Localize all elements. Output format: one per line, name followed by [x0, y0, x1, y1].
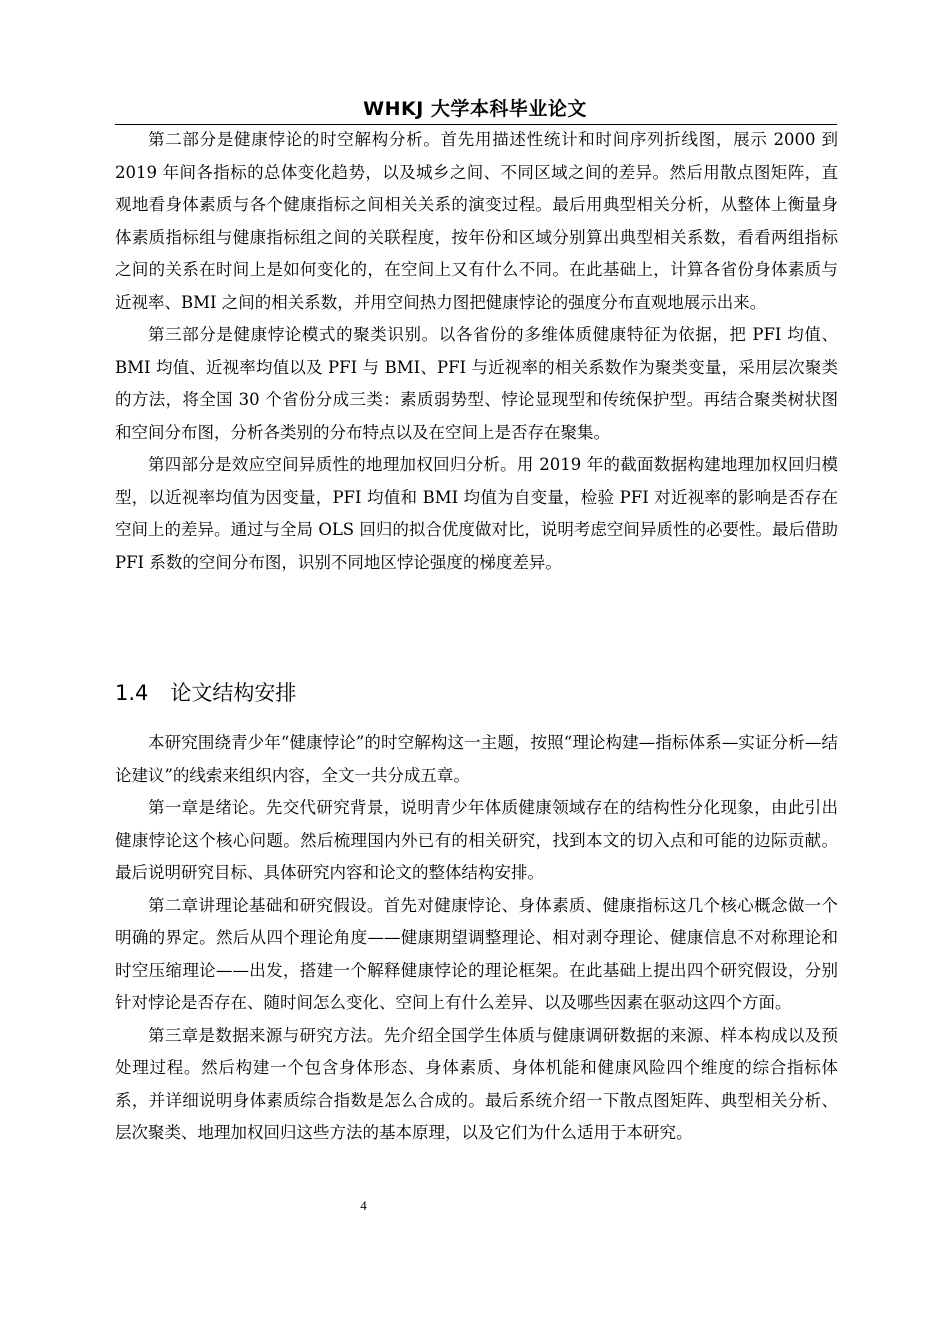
paragraph-part-three: 第三部分是健康悖论模式的聚类识别。以各省份的多维体质健康特征为依据，把 PFI 均值、BMI 均值、近视率均值以及 PFI 与 BMI、PFI 与近视率的相关系数作为聚类变量，采用层次聚类的方法，将全国 30 个省份分成三类：素质弱势型、悖论显现型和传统保护型。再结合聚类树状图和空间分布图，分析各类别的分布特点以及在空间上是否存在聚集。	[115, 325, 838, 442]
paragraph-chapter-three: 第三章是数据来源与研究方法。先介绍全国学生体质与健康调研数据的来源、样本构成以及预处理过程。然后构建一个包含身体形态、身体素质、身体机能和健康风险四个维度的综合指标体系，并详细说明身体素质综合指数是怎么合成的。最后系统介绍一下散点图矩阵、典型相关分析、层次聚类、地理加权回归这些方法的基本原理，以及它们为什么适用于本研究。	[115, 1025, 838, 1142]
top-text-block	[115, 124, 838, 579]
paragraph-chapter-one: 第一章是绪论。先交代研究背景，说明青少年体质健康领域存在的结构性分化现象，由此引出健康悖论这个核心问题。然后梳理国内外已有的相关研究，找到本文的切入点和可能的边际贡献。最后说明研究目标、具体研究内容和论文的整体结构安排。	[115, 798, 838, 882]
section-heading	[115, 677, 296, 707]
paragraph-chapter-two: 第二章讲理论基础和研究假设。首先对健康悖论、身体素质、健康指标这几个核心概念做一个明确的界定。然后从四个理论角度——健康期望调整理论、相对剥夺理论、健康信息不对称理论和时空压缩理论——出发，搭建一个解释健康悖论的理论框架。在此基础上提出四个研究假设，分别针对悖论是否存在、随时间怎么变化、空间上有什么差异、以及哪些因素在驱动这四个方面。	[115, 895, 838, 1012]
paragraph-intro: 本研究围绕青少年“健康悖论”的时空解构这一主题，按照“理论构建—指标体系—实证分析—结论建议”的线索来组织内容，全文一共分成五章。	[115, 733, 838, 785]
page-number: 4	[360, 1198, 367, 1213]
paragraph-part-four: 第四部分是效应空间异质性的地理加权回归分析。用 2019 年的截面数据构建地理加权回归模型，以近视率均值为因变量，PFI 均值和 BMI 均值为自变量，检验 PFI 对近视率的影响是否存在空间上的差异。通过与全局 OLS 回归的拟合优度做对比，说明考虑空间异质性的必要性。最后借助 PFI 系数的空间分布图，识别不同地区悖论强度的梯度差异。	[115, 455, 838, 572]
paragraph-part-two: 第二部分是健康悖论的时空解构分析。首先用描述性统计和时间序列折线图，展示 2000 到 2019 年间各指标的总体变化趋势，以及城乡之间、不同区域之间的差异。然后用散点图矩阵，直观地看身体素质与各个健康指标之间相关关系的演变过程。最后用典型相关分析，从整体上衡量身体素质指标组与健康指标组之间的关联程度，按年份和区域分别算出典型相关系数，看看两组指标之间的关系在时间上是如何变化的，在空间上又有什么不同。在此基础上，计算各省份身体素质与近视率、BMI 之间的相关系数，并用空间热力图把健康悖论的强度分布直观地展示出来。	[115, 130, 838, 312]
running-header-title: WHKJ 大学本科毕业论文	[363, 98, 587, 120]
section-title: 论文结构安排	[170, 681, 297, 705]
section-number: 1.4	[115, 681, 149, 705]
section-text-block	[115, 727, 838, 1150]
